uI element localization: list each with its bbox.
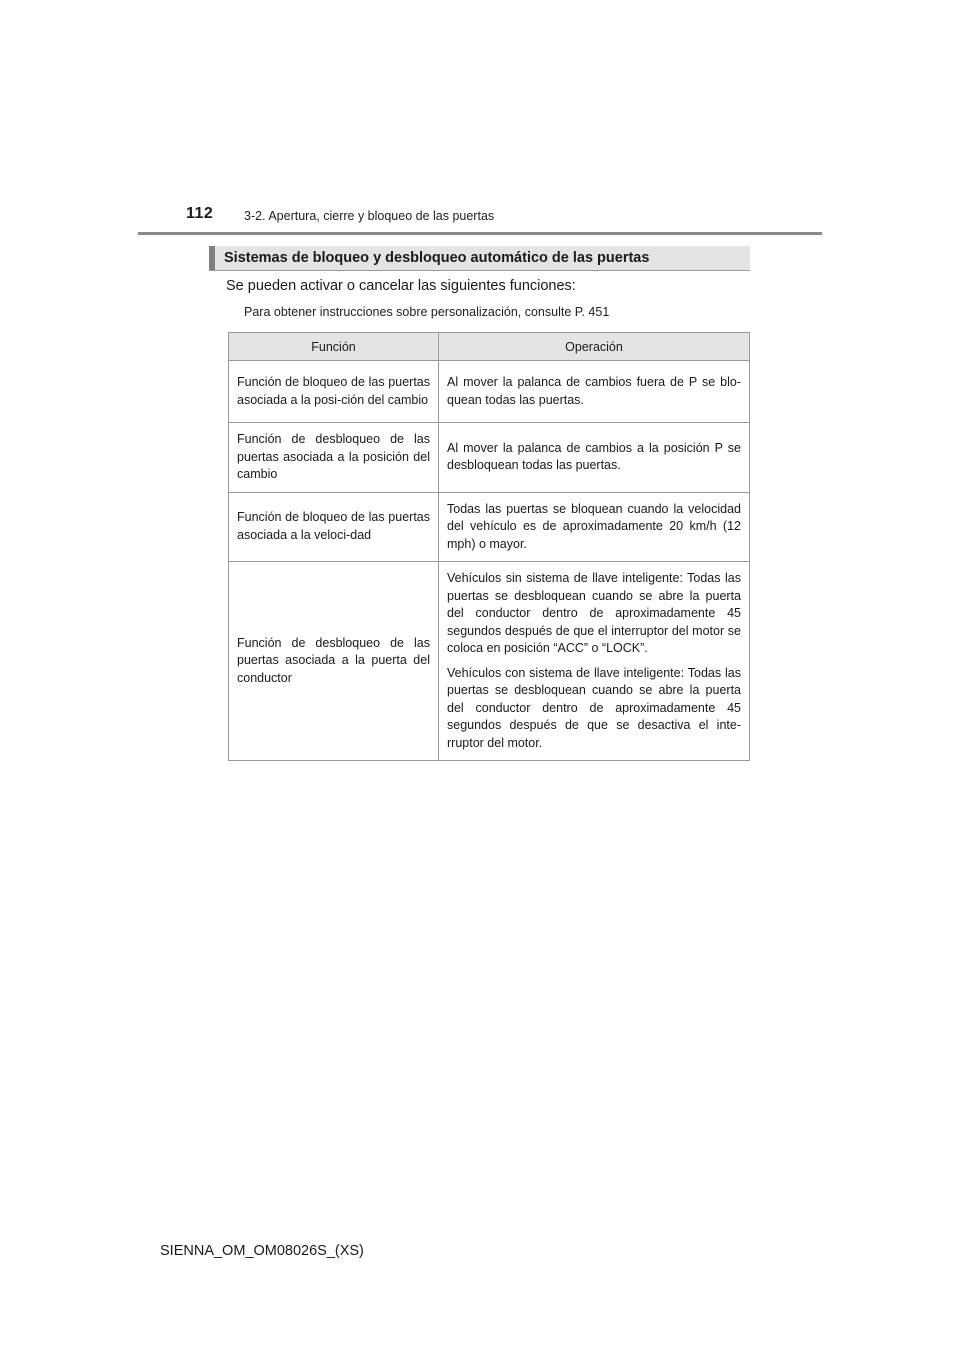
operation-cell bbox=[439, 492, 750, 562]
operation-text: Todas las puertas se bloquean cuando la velocidad del vehículo es de aproximadamente 20 km/h (12 mph) o mayor. bbox=[447, 501, 741, 551]
intro-text: Se pueden activar o cancelar las siguientes funciones: bbox=[226, 278, 576, 294]
functions-table bbox=[228, 332, 750, 761]
section-title: 3-2. Apertura, cierre y bloqueo de las puertas bbox=[244, 209, 495, 223]
heading-text: Sistemas de bloqueo y desbloqueo automático de las puertas bbox=[224, 250, 650, 266]
operation-cell bbox=[439, 423, 750, 493]
operation-text: Vehículos con sistema de llave inteligente: Todas las puertas se desbloquean cuando se abre la puerta del conductor dentro de aproximadamente 45 segundos después de que se desactiva el inte-rruptor del motor. bbox=[447, 665, 741, 750]
customization-note: Para obtener instrucciones sobre personalización, consulte P. 451 bbox=[244, 305, 610, 319]
function-cell: Función de bloqueo de las puertas asociada a la veloci-dad bbox=[229, 492, 439, 562]
function-cell: Función de desbloqueo de las puertas asociada a la puerta del conductor bbox=[229, 562, 439, 761]
table-header-row bbox=[229, 333, 750, 361]
table-row bbox=[229, 423, 750, 493]
heading-accent bbox=[209, 246, 215, 270]
operation-text: Al mover la palanca de cambios fuera de P se blo-quean todas las puertas. bbox=[447, 375, 741, 407]
function-cell: Función de bloqueo de las puertas asociada a la posi-ción del cambio bbox=[229, 361, 439, 423]
header-operation: Operación bbox=[439, 333, 750, 361]
operation-text: Vehículos sin sistema de llave inteligente: Todas las puertas se desbloquean cuando se abre la puerta del conductor dentro de aproximadamente 45 segundos después de que el interruptor del motor se coloca en posición “ACC” o “LOCK”. bbox=[447, 571, 741, 655]
operation-cell bbox=[439, 562, 750, 761]
table-row bbox=[229, 361, 750, 423]
table-row bbox=[229, 492, 750, 562]
header-rule bbox=[138, 232, 822, 235]
heading-bar bbox=[209, 246, 750, 271]
page-number: 112 bbox=[186, 205, 214, 222]
document-footer: SIENNA_OM_OM08026S_(XS) bbox=[160, 1243, 364, 1259]
operation-cell bbox=[439, 361, 750, 423]
function-cell: Función de desbloqueo de las puertas asociada a la posición del cambio bbox=[229, 423, 439, 493]
table-row bbox=[229, 562, 750, 761]
operation-text: Al mover la palanca de cambios a la posición P se desbloquean todas las puertas. bbox=[447, 440, 741, 473]
header-function: Función bbox=[229, 333, 439, 361]
